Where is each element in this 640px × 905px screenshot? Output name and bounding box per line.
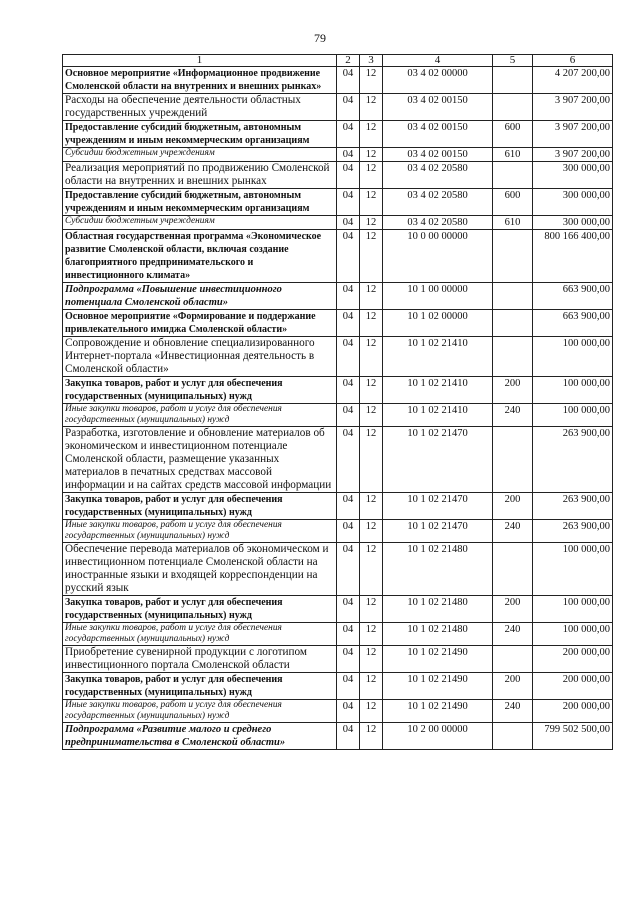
row-section-cell: 04 xyxy=(337,377,360,404)
row-name-cell: Разработка, изготовление и обновление материалов об экономическом и инвестиционном потенциале Смоленской области, размещение указанных материалов в печатных средствах массовой информации и на сайтах средств массовой информации xyxy=(63,427,337,493)
column-header: 3 xyxy=(360,55,383,67)
row-subsection-cell: 12 xyxy=(360,700,383,723)
table-row xyxy=(63,520,613,543)
row-name-cell: Подпрограмма «Развитие малого и среднего предпринимательства в Смоленской области» xyxy=(63,723,337,750)
row-subsection-cell: 12 xyxy=(360,596,383,623)
row-subsection-cell: 12 xyxy=(360,310,383,337)
row-target-article-cell: 10 1 02 21490 xyxy=(383,646,493,673)
table-row xyxy=(63,216,613,230)
row-expense-type-cell xyxy=(493,94,533,121)
row-name-cell: Иные закупки товаров, работ и услуг для обеспечения государственных (муниципальных) нужд xyxy=(63,623,337,646)
budget-table xyxy=(62,54,613,750)
row-subsection-cell: 12 xyxy=(360,377,383,404)
row-expense-type-cell: 240 xyxy=(493,404,533,427)
row-amount-cell: 100 000,00 xyxy=(533,404,613,427)
row-subsection-cell: 12 xyxy=(360,162,383,189)
row-target-article-cell: 10 1 02 21480 xyxy=(383,596,493,623)
row-expense-type-cell: 240 xyxy=(493,520,533,543)
row-target-article-cell: 10 1 02 21470 xyxy=(383,427,493,493)
row-amount-cell: 263 900,00 xyxy=(533,427,613,493)
row-target-article-cell: 03 4 02 00000 xyxy=(383,67,493,94)
row-subsection-cell: 12 xyxy=(360,404,383,427)
row-subsection-cell: 12 xyxy=(360,673,383,700)
column-header: 4 xyxy=(383,55,493,67)
row-target-article-cell: 03 4 02 20580 xyxy=(383,189,493,216)
row-target-article-cell: 10 1 02 21480 xyxy=(383,543,493,596)
row-target-article-cell: 03 4 02 20580 xyxy=(383,216,493,230)
row-expense-type-cell xyxy=(493,67,533,94)
table-row xyxy=(63,67,613,94)
row-target-article-cell: 03 4 02 00150 xyxy=(383,148,493,162)
row-expense-type-cell xyxy=(493,646,533,673)
row-section-cell: 04 xyxy=(337,94,360,121)
table-row xyxy=(63,310,613,337)
row-target-article-cell: 10 1 02 21410 xyxy=(383,404,493,427)
row-name-cell: Закупка товаров, работ и услуг для обеспечения государственных (муниципальных) нужд xyxy=(63,596,337,623)
row-amount-cell: 100 000,00 xyxy=(533,623,613,646)
row-name-cell: Расходы на обеспечение деятельности областных государственных учреждений xyxy=(63,94,337,121)
table-row xyxy=(63,404,613,427)
row-section-cell: 04 xyxy=(337,283,360,310)
row-expense-type-cell xyxy=(493,543,533,596)
row-section-cell: 04 xyxy=(337,189,360,216)
table-row xyxy=(63,162,613,189)
row-name-cell: Областная государственная программа «Экономическое развитие Смоленской области, включая создание благоприятного предпринимательского и инвестиционного климата» xyxy=(63,230,337,283)
row-name-cell: Приобретение сувенирной продукции с логотипом инвестиционного портала Смоленской области xyxy=(63,646,337,673)
row-target-article-cell: 10 0 00 00000 xyxy=(383,230,493,283)
row-name-cell: Реализация мероприятий по продвижению Смоленской области на внутренних и внешних рынках xyxy=(63,162,337,189)
row-section-cell: 04 xyxy=(337,427,360,493)
row-expense-type-cell: 200 xyxy=(493,673,533,700)
row-name-cell: Иные закупки товаров, работ и услуг для обеспечения государственных (муниципальных) нужд xyxy=(63,700,337,723)
row-expense-type-cell: 600 xyxy=(493,189,533,216)
row-name-cell: Закупка товаров, работ и услуг для обеспечения государственных (муниципальных) нужд xyxy=(63,673,337,700)
row-subsection-cell: 12 xyxy=(360,148,383,162)
row-section-cell: 04 xyxy=(337,67,360,94)
row-section-cell: 04 xyxy=(337,700,360,723)
row-amount-cell: 663 900,00 xyxy=(533,283,613,310)
column-header: 6 xyxy=(533,55,613,67)
table-row xyxy=(63,121,613,148)
row-subsection-cell: 12 xyxy=(360,543,383,596)
row-section-cell: 04 xyxy=(337,121,360,148)
row-subsection-cell: 12 xyxy=(360,723,383,750)
row-subsection-cell: 12 xyxy=(360,230,383,283)
row-section-cell: 04 xyxy=(337,596,360,623)
table-row xyxy=(63,723,613,750)
row-subsection-cell: 12 xyxy=(360,67,383,94)
row-expense-type-cell xyxy=(493,230,533,283)
row-name-cell: Сопровождение и обновление специализированного Интернет-портала «Инвестиционная деятельность в Смоленской области» xyxy=(63,337,337,377)
row-target-article-cell: 10 1 00 00000 xyxy=(383,283,493,310)
row-subsection-cell: 12 xyxy=(360,94,383,121)
table-row xyxy=(63,283,613,310)
row-expense-type-cell: 240 xyxy=(493,623,533,646)
row-name-cell: Основное мероприятие «Формирование и поддержание привлекательного имиджа Смоленской области» xyxy=(63,310,337,337)
row-name-cell: Закупка товаров, работ и услуг для обеспечения государственных (муниципальных) нужд xyxy=(63,377,337,404)
row-expense-type-cell: 200 xyxy=(493,596,533,623)
row-amount-cell: 200 000,00 xyxy=(533,673,613,700)
row-expense-type-cell: 610 xyxy=(493,148,533,162)
row-subsection-cell: 12 xyxy=(360,283,383,310)
row-target-article-cell: 10 1 02 21490 xyxy=(383,673,493,700)
row-expense-type-cell: 240 xyxy=(493,700,533,723)
row-section-cell: 04 xyxy=(337,337,360,377)
row-subsection-cell: 12 xyxy=(360,493,383,520)
row-subsection-cell: 12 xyxy=(360,337,383,377)
row-section-cell: 04 xyxy=(337,148,360,162)
row-section-cell: 04 xyxy=(337,493,360,520)
table-row xyxy=(63,377,613,404)
row-amount-cell: 100 000,00 xyxy=(533,596,613,623)
row-target-article-cell: 10 1 02 21480 xyxy=(383,623,493,646)
row-name-cell: Закупка товаров, работ и услуг для обеспечения государственных (муниципальных) нужд xyxy=(63,493,337,520)
row-name-cell: Обеспечение перевода материалов об экономическом и инвестиционном потенциале Смоленской области на иностранные языки и входящей корреспонденции на русский язык xyxy=(63,543,337,596)
row-section-cell: 04 xyxy=(337,230,360,283)
table-row xyxy=(63,700,613,723)
row-target-article-cell: 10 2 00 00000 xyxy=(383,723,493,750)
row-amount-cell: 800 166 400,00 xyxy=(533,230,613,283)
row-expense-type-cell xyxy=(493,337,533,377)
table-row xyxy=(63,230,613,283)
table-row xyxy=(63,189,613,216)
row-amount-cell: 3 907 200,00 xyxy=(533,148,613,162)
row-section-cell: 04 xyxy=(337,623,360,646)
row-section-cell: 04 xyxy=(337,646,360,673)
table-row xyxy=(63,543,613,596)
row-target-article-cell: 10 1 02 21490 xyxy=(383,700,493,723)
row-amount-cell: 263 900,00 xyxy=(533,520,613,543)
row-name-cell: Подпрограмма «Повышение инвестиционного потенциала Смоленской области» xyxy=(63,283,337,310)
row-expense-type-cell: 200 xyxy=(493,493,533,520)
row-amount-cell: 263 900,00 xyxy=(533,493,613,520)
row-amount-cell: 100 000,00 xyxy=(533,337,613,377)
row-target-article-cell: 10 1 02 21470 xyxy=(383,493,493,520)
table-row xyxy=(63,623,613,646)
row-section-cell: 04 xyxy=(337,162,360,189)
row-expense-type-cell xyxy=(493,310,533,337)
row-subsection-cell: 12 xyxy=(360,121,383,148)
row-name-cell: Предоставление субсидий бюджетным, автономным учреждениям и иным некоммерческим организациям xyxy=(63,121,337,148)
row-target-article-cell: 10 1 02 00000 xyxy=(383,310,493,337)
row-amount-cell: 100 000,00 xyxy=(533,543,613,596)
row-subsection-cell: 12 xyxy=(360,216,383,230)
row-subsection-cell: 12 xyxy=(360,646,383,673)
row-expense-type-cell xyxy=(493,283,533,310)
row-expense-type-cell xyxy=(493,162,533,189)
row-amount-cell: 300 000,00 xyxy=(533,162,613,189)
page-number: 79 xyxy=(314,31,326,45)
table-header-row xyxy=(63,55,613,67)
row-section-cell: 04 xyxy=(337,216,360,230)
row-target-article-cell: 10 1 02 21410 xyxy=(383,377,493,404)
row-amount-cell: 663 900,00 xyxy=(533,310,613,337)
row-subsection-cell: 12 xyxy=(360,623,383,646)
row-amount-cell: 3 907 200,00 xyxy=(533,121,613,148)
row-section-cell: 04 xyxy=(337,543,360,596)
row-name-cell: Иные закупки товаров, работ и услуг для обеспечения государственных (муниципальных) нужд xyxy=(63,404,337,427)
row-subsection-cell: 12 xyxy=(360,520,383,543)
row-amount-cell: 300 000,00 xyxy=(533,189,613,216)
table-row xyxy=(63,94,613,121)
table-row xyxy=(63,493,613,520)
row-expense-type-cell xyxy=(493,427,533,493)
row-name-cell: Субсидии бюджетным учреждениям xyxy=(63,216,337,230)
table-row xyxy=(63,337,613,377)
row-name-cell: Субсидии бюджетным учреждениям xyxy=(63,148,337,162)
row-expense-type-cell: 600 xyxy=(493,121,533,148)
row-expense-type-cell: 610 xyxy=(493,216,533,230)
row-target-article-cell: 10 1 02 21470 xyxy=(383,520,493,543)
row-expense-type-cell: 200 xyxy=(493,377,533,404)
row-expense-type-cell xyxy=(493,723,533,750)
row-subsection-cell: 12 xyxy=(360,427,383,493)
row-target-article-cell: 03 4 02 00150 xyxy=(383,121,493,148)
column-header: 5 xyxy=(493,55,533,67)
table-row xyxy=(63,673,613,700)
row-section-cell: 04 xyxy=(337,404,360,427)
row-amount-cell: 4 207 200,00 xyxy=(533,67,613,94)
table-row xyxy=(63,646,613,673)
table-row xyxy=(63,596,613,623)
row-section-cell: 04 xyxy=(337,520,360,543)
row-name-cell: Предоставление субсидий бюджетным, автономным учреждениям и иным некоммерческим организациям xyxy=(63,189,337,216)
row-name-cell: Основное мероприятие «Информационное продвижение Смоленской области на внутренних и внешних рынках» xyxy=(63,67,337,94)
row-amount-cell: 300 000,00 xyxy=(533,216,613,230)
row-amount-cell: 100 000,00 xyxy=(533,377,613,404)
row-name-cell: Иные закупки товаров, работ и услуг для обеспечения государственных (муниципальных) нужд xyxy=(63,520,337,543)
row-section-cell: 04 xyxy=(337,310,360,337)
row-amount-cell: 799 502 500,00 xyxy=(533,723,613,750)
table-row xyxy=(63,427,613,493)
row-amount-cell: 200 000,00 xyxy=(533,646,613,673)
row-section-cell: 04 xyxy=(337,723,360,750)
column-header: 1 xyxy=(63,55,337,67)
row-amount-cell: 200 000,00 xyxy=(533,700,613,723)
row-section-cell: 04 xyxy=(337,673,360,700)
row-target-article-cell: 10 1 02 21410 xyxy=(383,337,493,377)
table-row xyxy=(63,148,613,162)
column-header: 2 xyxy=(337,55,360,67)
row-target-article-cell: 03 4 02 00150 xyxy=(383,94,493,121)
row-amount-cell: 3 907 200,00 xyxy=(533,94,613,121)
row-subsection-cell: 12 xyxy=(360,189,383,216)
row-target-article-cell: 03 4 02 20580 xyxy=(383,162,493,189)
